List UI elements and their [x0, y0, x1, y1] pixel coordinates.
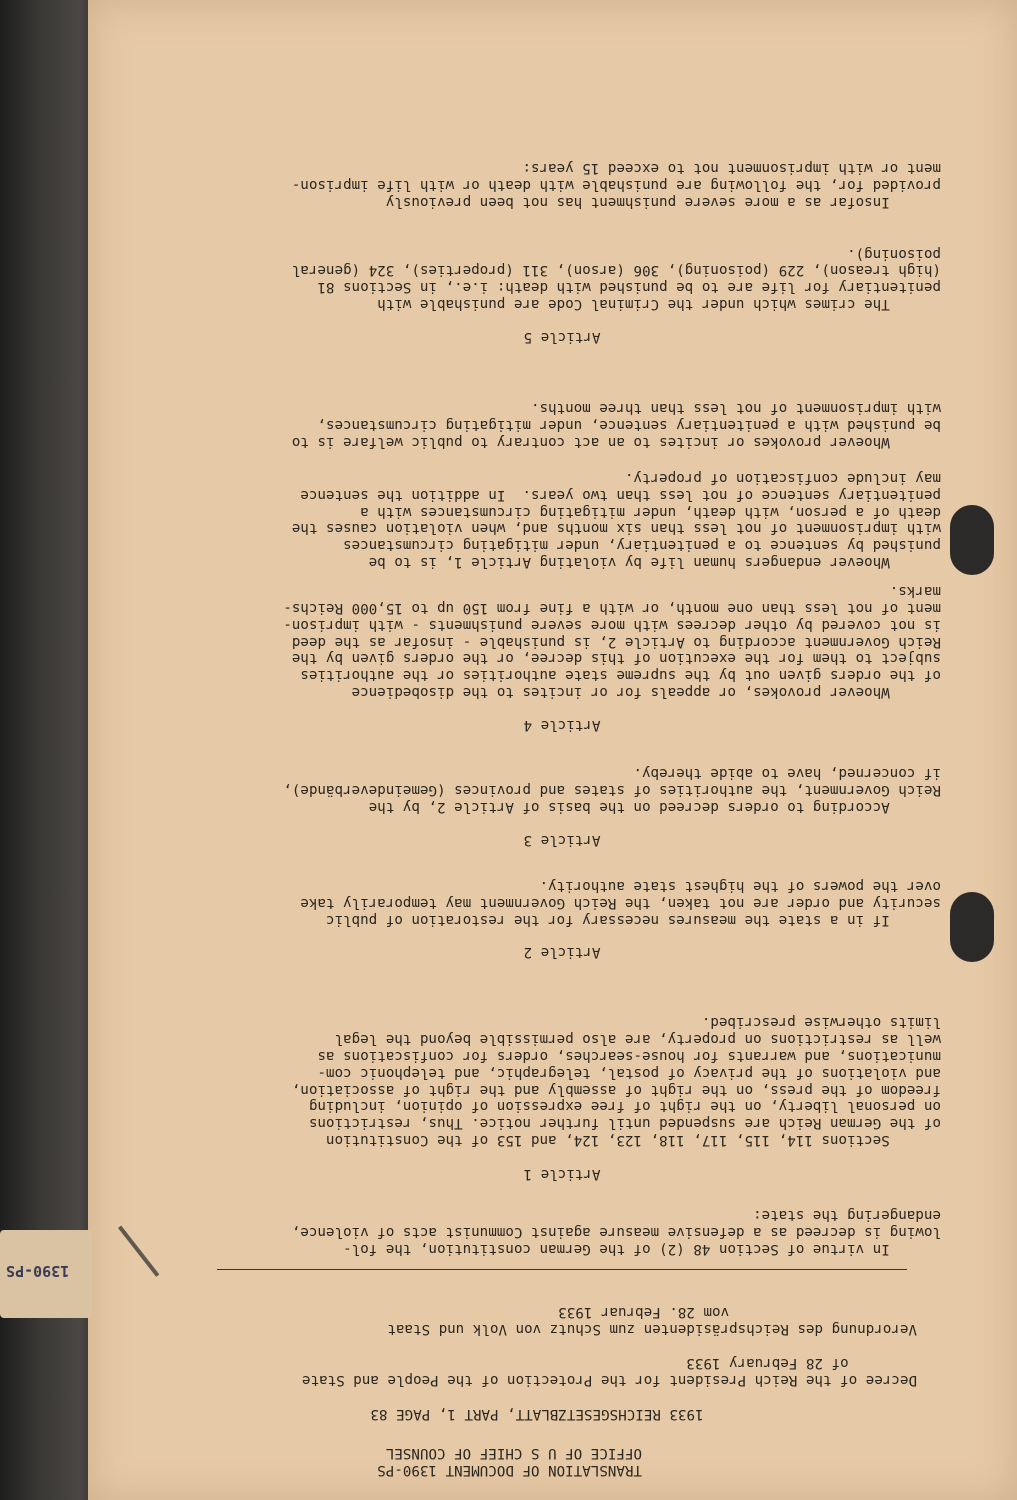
article-4-text: Whoever provokes, or appeals for or incites to the disobedience of the orders given out by the supreme state authorities or the authorities subject to them for the execution of this decree, or the orders given by the Reich Government according to Article 2, is punishable - insofar as the deed is not covered by other decrees with more severe punishments - with imprison- ment of not less than one month, or with a fine from 150 up to 15,000 Reichs- marks.	[283, 583, 941, 700]
article-1-text: Sections 114, 115, 117, 118, 123, 124, and 153 of the Constitution of the German Reich are suspended until further notice. Thus, restrictions on personal liberty, on the right of free expression of opinion, including freedom of the press, on the right of assembly and the right of association, and violations of the privacy of postal, telegraphic, and telephonic com- munications, and warrants for house-searches, orders for confiscations as well as restrictions on property, are also permissible beyond the legal limits otherwise prescribed.	[291, 1014, 941, 1148]
decree-title-english: Decree of the Reich President for the Protection of the People and State of 28 February 1933	[302, 1355, 917, 1388]
article-4-text-2: Whoever endangers human life by violating Article 1, is to be punished by sentence to a penitentiary, under mitigating circumstances with imprisonment of not less than six months and, when violation causes the death of a person, with death, under mitigating circumstances with a penitentiary sentence of not less than two years. In addition the sentence may include confiscation of property.	[291, 470, 941, 570]
decree-titles	[302, 1303, 917, 1388]
article-3-text: According to orders decreed on the basis of Article 2, by the Reich Government, the authorities of states and provinces (Gemeindeverbände), if concerned, have to abide thereby.	[283, 765, 941, 815]
citation: 1933 REICHSGESETZBLATT, PART 1, PAGE 83	[370, 1406, 704, 1422]
article-4-heading: Article 4	[523, 717, 601, 733]
header-line-1: TRANSLATION OF DOCUMENT 1390-PS	[377, 1462, 642, 1478]
divider-rule	[217, 1269, 907, 1270]
document-page	[88, 0, 1017, 1500]
article-5-text: The crimes which under the Criminal Code are punishable with penitentiary for life are to be punished with death: i.e., in Sections 81 (high treason), 229 (poisoning), 306 (arson), 311 (properties), 324 (general poisoning).	[291, 245, 941, 312]
article-4-text-3: Whoever provokes or incites to an act contrary to public welfare is to be punished with a penitentiary sentence, under mitigating circumstances, with imprisonment of not less than three months.	[291, 400, 941, 450]
header-line-2: OFFICE OF U S CHIEF OF COUNSEL	[385, 1445, 642, 1461]
article-3-heading: Article 3	[523, 832, 601, 848]
article-1-heading: Article 1	[523, 1166, 601, 1182]
article-2-text: If in a state the measures necessary for the restoration of public security and order are not taken, the Reich Government may temporarily take over the powers of the highest state authority.	[300, 878, 941, 928]
decree-title-german: Verordnung des Reichspräsidenten zum Schutz von Volk und Staat vom 28. Februar 1933	[387, 1304, 917, 1337]
tab-label: 1390-PS	[6, 1262, 70, 1280]
preamble: In virtue of Section 48 (2) of the German constitution, the fol- lowing is decreed as a defensive measure against Communist acts of violence, endangering the state:	[291, 1207, 941, 1257]
article-5-text-2: Insofar as a more severe punishment has not been previously provided for, the following are punishable with death or with life imprison- ment or with imprisonment not to exceed 15 years:	[291, 160, 941, 210]
article-2-heading: Article 2	[523, 944, 601, 960]
article-5-heading: Article 5	[523, 329, 601, 345]
document-header	[377, 1444, 642, 1478]
